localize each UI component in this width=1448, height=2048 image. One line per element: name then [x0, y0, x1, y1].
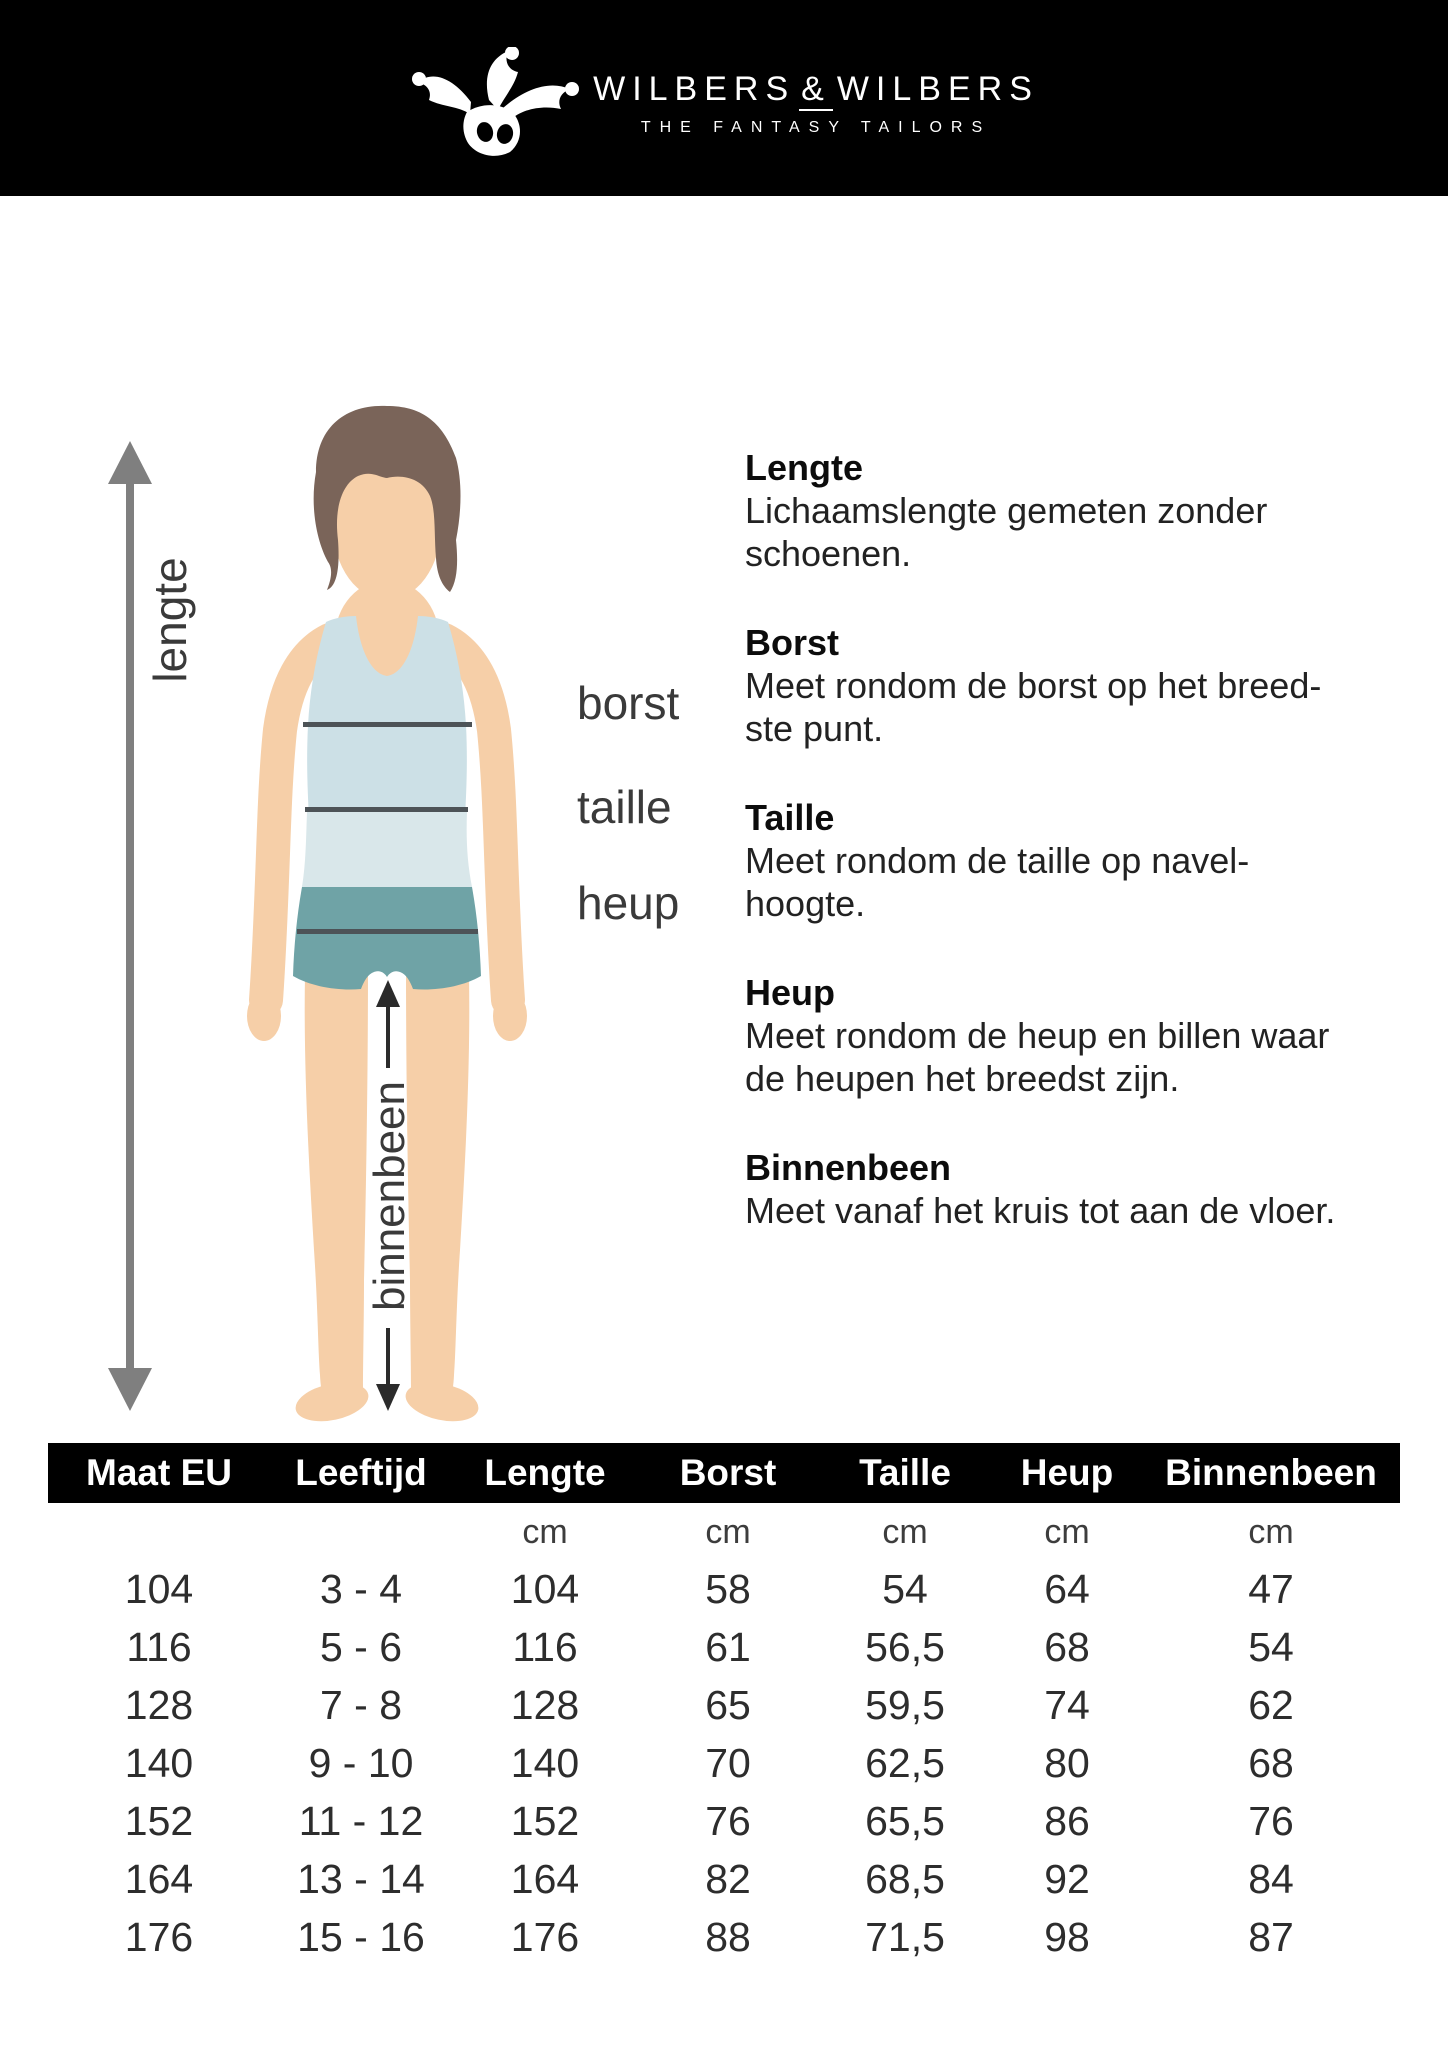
table-cell: 59,5 — [865, 1681, 945, 1728]
unit-cell: cm — [522, 1512, 568, 1551]
description-line: hoogte. — [745, 883, 866, 924]
description-title: Borst — [745, 622, 840, 663]
description-block — [745, 971, 1413, 1100]
inseam-arrow-shaft — [386, 1328, 390, 1386]
table-row — [48, 1908, 1400, 1966]
size-table-body — [48, 1560, 1400, 1966]
table-row — [48, 1560, 1400, 1618]
table-cell: 128 — [510, 1681, 580, 1728]
table-cell: 15 - 16 — [297, 1913, 425, 1960]
brand-text — [593, 70, 1039, 137]
description-line: Meet rondom de borst op het breed- — [745, 665, 1322, 706]
chest-label: borst — [577, 677, 680, 729]
table-cell: 140 — [124, 1739, 194, 1786]
column-header: Taille — [859, 1452, 951, 1493]
table-cell: 11 - 12 — [298, 1797, 424, 1844]
column-header: Binnenbeen — [1165, 1452, 1377, 1493]
brand-lockup — [409, 37, 1039, 159]
table-cell: 68 — [1248, 1739, 1294, 1786]
table-cell: 65 — [705, 1681, 751, 1728]
table-cell: 9 - 10 — [308, 1739, 414, 1786]
table-cell: 116 — [126, 1623, 192, 1670]
table-cell: 7 - 8 — [319, 1681, 403, 1728]
unit-cell — [270, 1505, 452, 1559]
length-label: lengte — [144, 557, 196, 683]
column-header: Borst — [679, 1452, 777, 1493]
description-title: Taille — [745, 797, 835, 838]
size-table-header — [48, 1443, 1400, 1503]
inseam-label: binnenbeen — [365, 1080, 414, 1312]
table-cell: 62,5 — [865, 1739, 945, 1786]
table-cell: 86 — [1044, 1797, 1090, 1844]
table-cell: 92 — [1044, 1855, 1090, 1902]
table-cell: 68,5 — [865, 1855, 945, 1902]
description-line: de heupen het breedst zijn. — [745, 1058, 1180, 1099]
table-cell: 61 — [705, 1623, 751, 1670]
hip-label: heup — [577, 877, 680, 929]
table-cell: 76 — [1248, 1797, 1294, 1844]
table-cell: 164 — [510, 1855, 580, 1902]
brand-name-second: WILBERS — [836, 69, 1039, 108]
table-cell: 68 — [1044, 1623, 1090, 1670]
description-line: Meet vanaf het kruis tot aan de vloer. — [745, 1190, 1336, 1231]
size-table-units-row — [48, 1505, 1400, 1559]
table-cell: 128 — [124, 1681, 194, 1728]
table-cell: 3 - 4 — [319, 1565, 403, 1612]
table-cell: 176 — [124, 1913, 194, 1960]
table-cell: 88 — [705, 1913, 751, 1960]
table-cell: 80 — [1044, 1739, 1090, 1786]
length-arrow-up-icon — [108, 441, 152, 484]
brand-tagline: THE FANTASY TAILORS — [640, 118, 992, 136]
column-header: Lengte — [484, 1452, 606, 1493]
description-line: ste punt. — [745, 708, 884, 749]
description-line: Meet rondom de taille op navel- — [745, 840, 1250, 881]
description-line: Meet rondom de heup en billen waar — [745, 1015, 1330, 1056]
inseam-arrow-up-icon — [376, 980, 400, 1007]
table-cell: 98 — [1044, 1913, 1090, 1960]
table-cell: 70 — [705, 1739, 751, 1786]
table-row — [48, 1618, 1400, 1676]
description-line: Lichaamslengte gemeten zonder — [745, 490, 1268, 531]
brand-name — [593, 70, 1039, 109]
table-cell: 74 — [1044, 1681, 1090, 1728]
table-cell: 176 — [510, 1913, 580, 1960]
table-row — [48, 1734, 1400, 1792]
table-cell: 58 — [705, 1565, 751, 1612]
table-cell: 104 — [510, 1565, 580, 1612]
description-title: Lengte — [745, 447, 864, 488]
unit-cell: cm — [1044, 1512, 1090, 1551]
unit-cell — [48, 1505, 270, 1559]
description-title: Binnenbeen — [745, 1147, 952, 1188]
table-cell: 152 — [124, 1797, 194, 1844]
brand-name-first: WILBERS — [593, 69, 796, 108]
description-block — [745, 1146, 1413, 1232]
brand-ampersand: & — [799, 70, 833, 111]
inseam-arrow-shaft — [386, 1004, 390, 1068]
jester-hat-mask-logo-icon — [409, 47, 599, 159]
measurement-descriptions — [745, 446, 1413, 1278]
description-title: Heup — [745, 972, 835, 1013]
table-row — [48, 1850, 1400, 1908]
table-cell: 56,5 — [865, 1623, 945, 1670]
table-cell: 116 — [512, 1623, 578, 1670]
waist-label: taille — [577, 781, 672, 833]
table-cell: 64 — [1044, 1565, 1090, 1612]
description-line: schoenen. — [745, 533, 912, 574]
length-arrow-down-icon — [108, 1368, 152, 1411]
table-cell: 84 — [1248, 1855, 1294, 1902]
table-cell: 13 - 14 — [297, 1855, 425, 1902]
brand-header — [0, 0, 1448, 196]
description-block — [745, 796, 1413, 925]
table-cell: 54 — [882, 1565, 928, 1612]
table-cell: 104 — [124, 1565, 194, 1612]
inseam-arrow-down-icon — [376, 1384, 400, 1411]
unit-cell: cm — [1248, 1512, 1294, 1551]
table-cell: 62 — [1248, 1681, 1294, 1728]
table-cell: 152 — [510, 1797, 580, 1844]
column-header: Maat EU — [86, 1452, 232, 1493]
unit-cell: cm — [705, 1512, 751, 1551]
unit-cell: cm — [882, 1512, 928, 1551]
description-block — [745, 446, 1413, 575]
table-cell: 71,5 — [865, 1913, 945, 1960]
table-cell: 82 — [705, 1855, 751, 1902]
table-cell: 140 — [510, 1739, 580, 1786]
table-row — [48, 1792, 1400, 1850]
table-row — [48, 1676, 1400, 1734]
table-cell: 164 — [124, 1855, 194, 1902]
column-header: Heup — [1020, 1452, 1114, 1493]
table-cell: 87 — [1248, 1913, 1294, 1960]
column-header: Leeftijd — [295, 1452, 427, 1493]
table-cell: 54 — [1248, 1623, 1294, 1670]
table-cell: 76 — [705, 1797, 751, 1844]
length-arrow-shaft — [126, 482, 134, 1370]
table-cell: 65,5 — [865, 1797, 945, 1844]
table-cell: 47 — [1248, 1565, 1294, 1612]
description-block — [745, 621, 1413, 750]
table-cell: 5 - 6 — [319, 1623, 403, 1670]
